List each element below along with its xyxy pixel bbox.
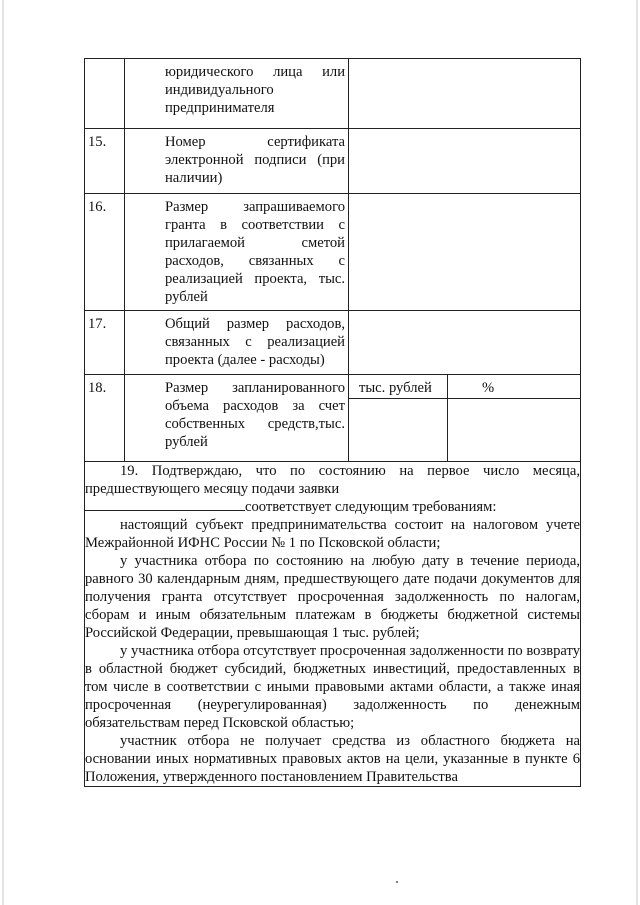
value-field[interactable] [349, 194, 581, 311]
split-value-cell [349, 375, 581, 462]
value-field-percent[interactable] [448, 399, 580, 459]
requirement-item: настоящий субъект предпринимательства состоит на налоговом учете Межрайонной ИФНС России № 1 по Псковской области; [85, 517, 580, 551]
table-row [85, 129, 581, 194]
unit-header-percent: % [448, 375, 580, 399]
row-number: 17. [88, 316, 107, 332]
application-form-table [84, 58, 581, 787]
row-number: 15. [88, 134, 107, 150]
row-label-cell [125, 59, 349, 129]
row-number: 16. [88, 199, 107, 215]
table-row [85, 194, 581, 311]
row-number: 18. [88, 380, 107, 396]
value-field[interactable] [349, 129, 581, 194]
section-19-intro: 19. Подтверждаю, что по состоянию на первое число месяца, предшествующего месяцу подачи заявки [85, 463, 580, 497]
row-label: Общий размер расходов, связанных с реализацией проекта (далее - расходы) [165, 316, 345, 368]
table-row [85, 375, 581, 462]
scan-edge-right [636, 0, 638, 905]
table-row [85, 59, 581, 129]
row-label-cell [125, 194, 349, 311]
row-number-cell [85, 129, 125, 194]
requirement-item: у участника отбора отсутствует просроченная задолженности по возврату в областной бюджет субсидий, бюджетных инвестиций, предоставленных в том числе в соответствии с иными правовыми актами области, а также иная просроченная (неурегулированная) задолженность по денежным обязательствам перед Псковской областью; [85, 643, 580, 731]
scan-dot [396, 881, 398, 883]
table-row [85, 462, 581, 787]
section-19-cell [85, 462, 581, 787]
row-label: Номер сертификата электронной подписи (при наличии) [165, 134, 345, 186]
row-label: юридического лица или индивидуального предпринимателя [165, 64, 345, 116]
unit-header-thousand-rubles: тыс. рублей [349, 375, 447, 399]
requirement-item: участник отбора не получает средства из областного бюджета на основании иных нормативных правовых актов на цели, указанные в пункте 6 Положения, утвержденного постановлением Правительства [85, 733, 580, 785]
value-field-thousand-rubles[interactable] [349, 399, 447, 459]
row-number-cell [85, 311, 125, 375]
scan-edge-left [2, 0, 4, 905]
row-number-cell [85, 375, 125, 462]
entity-name-blank[interactable] [85, 498, 245, 511]
row-number-cell [85, 59, 125, 129]
row-label: Размер запланированного объема расходов за счет собственных средств,тыс. рублей [165, 380, 345, 450]
section-19-intro-line [85, 498, 580, 516]
value-field[interactable] [349, 59, 581, 129]
requirement-item: у участника отбора по состоянию на любую дату в течение периода, равного 30 календарным дням, предшествующего дате подачи документов для получения гранта отсутствует просроченная задолженность по налогам, сборам и иным обязательным платежам в бюджеты бюджетной системы Российской Федерации, превышающая 1 тыс. рублей; [85, 553, 580, 641]
row-label-cell [125, 311, 349, 375]
row-label-cell [125, 375, 349, 462]
value-field[interactable] [349, 311, 581, 375]
row-number-cell [85, 194, 125, 311]
section-19-intro-tail: соответствует следующим требованиям: [245, 499, 497, 515]
table-row [85, 311, 581, 375]
row-label: Размер запрашиваемого гранта в соответствии с прилагаемой сметой расходов, связанных с реализацией проекта, тыс. рублей [165, 199, 345, 305]
row-label-cell [125, 129, 349, 194]
